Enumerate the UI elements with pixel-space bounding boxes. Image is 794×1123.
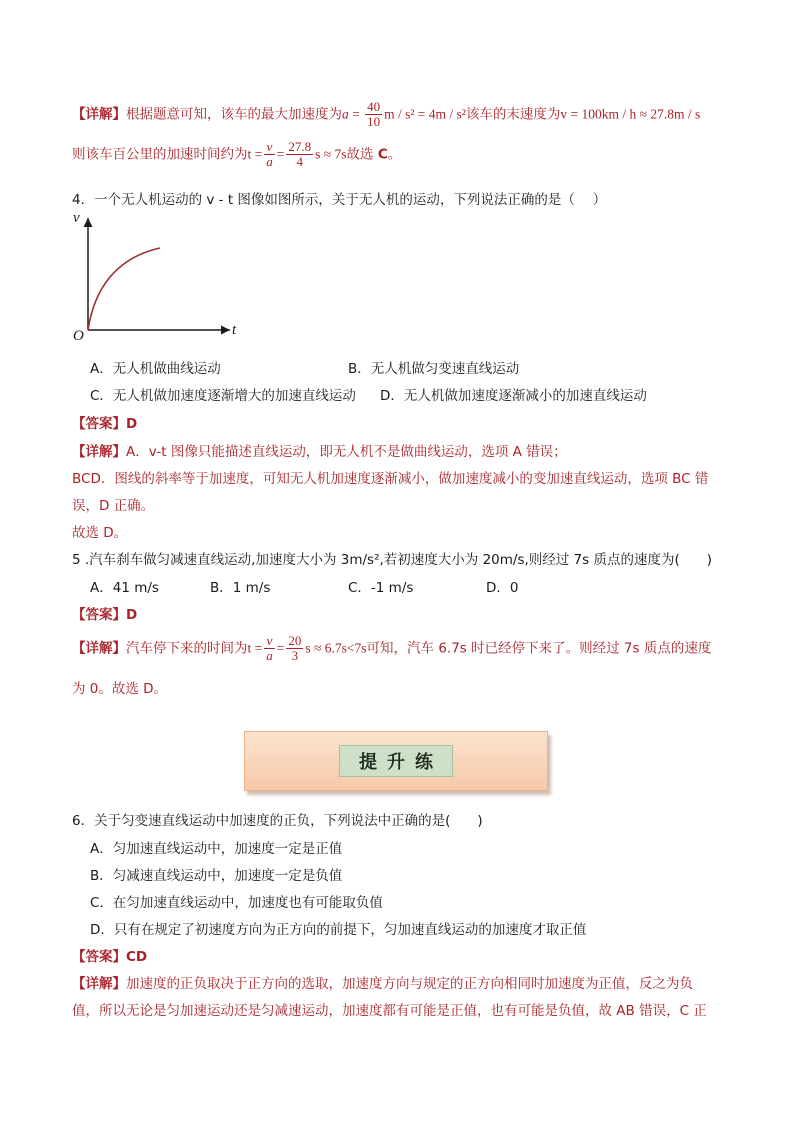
- fraction: $\frac{v}{a}$: [266, 633, 273, 663]
- option-a: A．匀加速直线运动中，加速度一定是正值: [90, 841, 343, 857]
- option-d: D．只有在规定了初速度方向为正方向的前提下，匀加速直线运动的加速度才取正值: [90, 922, 587, 938]
- option-d: D．0: [486, 580, 519, 596]
- section-banner: [244, 731, 548, 791]
- axis-label-v: v: [73, 210, 80, 226]
- option-c: C．无人机做加速度逐渐增大的加速直线运动: [90, 388, 356, 404]
- explanation-line: BCD．图线的斜率等于加速度，可知无人机加速度逐渐减小，做加速度减小的变加速直线运动，选项 BC 错: [72, 471, 709, 487]
- option-b: B．匀减速直线运动中，加速度一定是负值: [90, 868, 343, 884]
- axis-label-t: t: [232, 322, 237, 338]
- option-c: C．在匀加速直线运动中，加速度也有可能取负值: [90, 895, 383, 911]
- option-a: A．无人机做曲线运动: [90, 361, 221, 377]
- explanation-line: 误，D 正确。: [72, 498, 155, 514]
- section-banner-label-box: [339, 745, 453, 777]
- option-c: C．-1 m/s: [348, 580, 414, 596]
- fraction: $\frac{40}{10}$: [367, 99, 381, 129]
- option-a: A．41 m/s: [90, 580, 159, 596]
- section-banner-label: 提升练: [359, 752, 443, 773]
- fraction: $\frac{20}{3}$: [288, 633, 302, 663]
- question-stem: 5 .汽车刹车做匀减速直线运动,加速度大小为 3m/s²,若初速度大小为 20m/s,则经过 7s 质点的速度为( ): [72, 552, 713, 568]
- question-stem: 4．一个无人机运动的 v - t 图像如图所示，关于无人机的运动，下列说法正确的是（ ）: [72, 192, 607, 208]
- answer-line: 【答案】D: [72, 416, 138, 432]
- question-stem: 6．关于匀变速直线运动中加速度的正负，下列说法中正确的是( ): [72, 813, 483, 829]
- fraction: $\frac{v}{a}$: [266, 139, 273, 169]
- answer-line: 【答案】CD: [72, 949, 148, 965]
- option-d: D．无人机做加速度逐渐减小的加速直线运动: [380, 388, 647, 404]
- explanation-line: 故选 D。: [72, 525, 128, 541]
- fraction: $\frac{27.8}{4}$: [288, 139, 312, 169]
- explanation-line: 【详解】加速度的正负取决于正方向的选取，加速度方向与规定的正方向相同时加速度为正值，反之为负: [72, 976, 693, 992]
- option-b: B．1 m/s: [210, 580, 271, 596]
- option-b: B．无人机做匀变速直线运动: [348, 361, 520, 377]
- explanation-line: 【详解】根据题意可知，该车的最大加速度为a = $\frac{40}{10}$ m / s² = 4m / s²该车的末速度为v = 100km / h ≈ 27.8m / s: [72, 99, 701, 129]
- explanation-line: 为 0。故选 D。: [72, 681, 168, 697]
- explanation-line: 【详解】A．v-t 图像只能描述直线运动，即无人机不是做曲线运动，选项 A 错误；: [72, 444, 567, 460]
- explanation-line: 则该车百公里的加速时间约为t = $\frac{v}{a}$ = $\frac{27.8}{4}$ s ≈ 7s故选 C。: [72, 139, 402, 169]
- explanation-line: 【详解】汽车停下来的时间为t = $\frac{v}{a}$ = $\frac{20}{3}$ s ≈ 6.7s<7s可知，汽车 6.7s 时已经停下来了。则经过 7s 质点的速度: [72, 633, 712, 663]
- explanation-line: 值，所以无论是匀加速运动还是匀减速运动，加速度都有可能是正值，也有可能是负值，故 AB 错误，C 正: [72, 1003, 707, 1019]
- origin-label: O: [73, 328, 84, 344]
- vt-curve: [88, 248, 160, 330]
- explanation-tag: 【详解】: [72, 106, 126, 123]
- answer-line: 【答案】D: [72, 607, 138, 623]
